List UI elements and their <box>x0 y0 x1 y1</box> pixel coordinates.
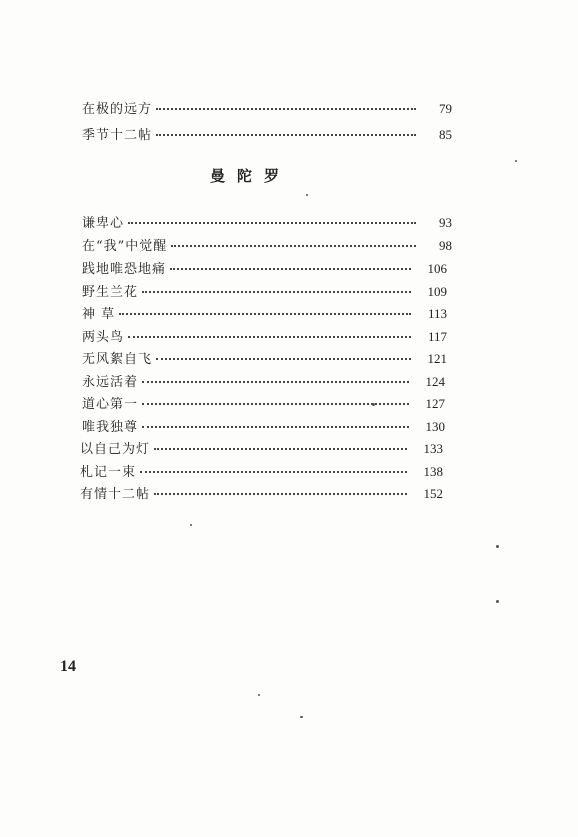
toc-entry <box>82 258 447 277</box>
scan-speck <box>496 600 499 603</box>
toc-leader-dots <box>128 336 411 338</box>
toc-entry-page: 98 <box>439 238 452 253</box>
toc-entry-page: 113 <box>427 306 447 321</box>
toc-leader-dots <box>154 448 407 450</box>
page-number: 14 <box>60 658 76 675</box>
toc-leader-dots <box>170 268 411 270</box>
scan-speck <box>258 694 260 696</box>
toc-entry-page: 79 <box>439 101 452 116</box>
toc-entry-page: 130 <box>425 419 445 434</box>
toc-entry-title: 谦卑心 <box>82 216 125 231</box>
toc-entry-page: 109 <box>427 284 447 299</box>
toc-entry-page: 133 <box>423 441 443 456</box>
toc-leader-dots <box>156 108 416 110</box>
scan-speck <box>300 716 303 718</box>
toc-entry-title: 道心第一 <box>82 397 139 412</box>
toc-entry <box>80 483 443 502</box>
toc-entry-page: 93 <box>439 215 452 230</box>
toc-entry-page: 138 <box>423 464 443 479</box>
toc-entry-page: 124 <box>425 374 445 389</box>
toc-entry-title: 践地唯恐地痛 <box>82 262 167 277</box>
toc-entry <box>82 348 447 367</box>
toc-leader-dots <box>119 313 411 315</box>
toc-entry-page: 121 <box>427 351 447 366</box>
toc-entry <box>82 98 452 117</box>
toc-leader-dots <box>156 358 411 360</box>
toc-leader-dots <box>140 471 407 473</box>
toc-leader-dots <box>142 291 411 293</box>
toc-leader-dots <box>128 222 416 224</box>
toc-leader-dots <box>154 493 407 495</box>
toc-leader-dots <box>171 245 416 247</box>
scan-speck <box>515 160 517 162</box>
toc-leader-dots <box>156 134 416 136</box>
toc-entry <box>82 124 452 143</box>
toc-leader-dots <box>142 426 409 428</box>
toc-leader-dots <box>142 403 409 405</box>
toc-entry <box>82 212 452 231</box>
toc-entry-title: 神 草 <box>82 307 116 322</box>
toc-entry-title: 季节十二帖 <box>82 128 153 143</box>
scan-speck <box>372 403 375 406</box>
toc-entry <box>82 393 445 412</box>
toc-entry <box>82 326 447 345</box>
toc-entry-page: 152 <box>423 486 443 501</box>
scan-speck <box>306 194 308 196</box>
toc-entry-page: 127 <box>425 396 445 411</box>
toc-entry <box>82 235 452 254</box>
toc-entry <box>82 281 447 300</box>
toc-entry-page: 106 <box>427 261 447 276</box>
toc-entry-title: 野生兰花 <box>82 285 139 300</box>
toc-entry-title: 两头鸟 <box>82 330 125 345</box>
toc-entry-page: 85 <box>439 127 452 142</box>
section-title: 曼陀罗 <box>210 167 292 185</box>
toc-entry <box>80 438 443 457</box>
toc-entry <box>80 461 443 480</box>
toc-entry-title: 在“我”中觉醒 <box>82 239 168 254</box>
toc-entry <box>82 416 445 435</box>
toc-entry-title: 唯我独尊 <box>82 420 139 435</box>
toc-entry-title: 以自己为灯 <box>80 442 151 457</box>
toc-entry <box>82 371 445 390</box>
toc-entry-title: 永远活着 <box>82 375 139 390</box>
toc-leader-dots <box>142 381 409 383</box>
toc-entry-page: 117 <box>427 329 447 344</box>
toc-entry-title: 在极的远方 <box>82 102 153 117</box>
toc-entry-title: 有情十二帖 <box>80 487 151 502</box>
scan-speck <box>190 524 192 526</box>
toc-entry-title: 札记一束 <box>80 465 137 480</box>
toc-entry <box>82 303 447 322</box>
scan-speck <box>496 545 499 548</box>
toc-entry-title: 无风絮自飞 <box>82 352 153 367</box>
